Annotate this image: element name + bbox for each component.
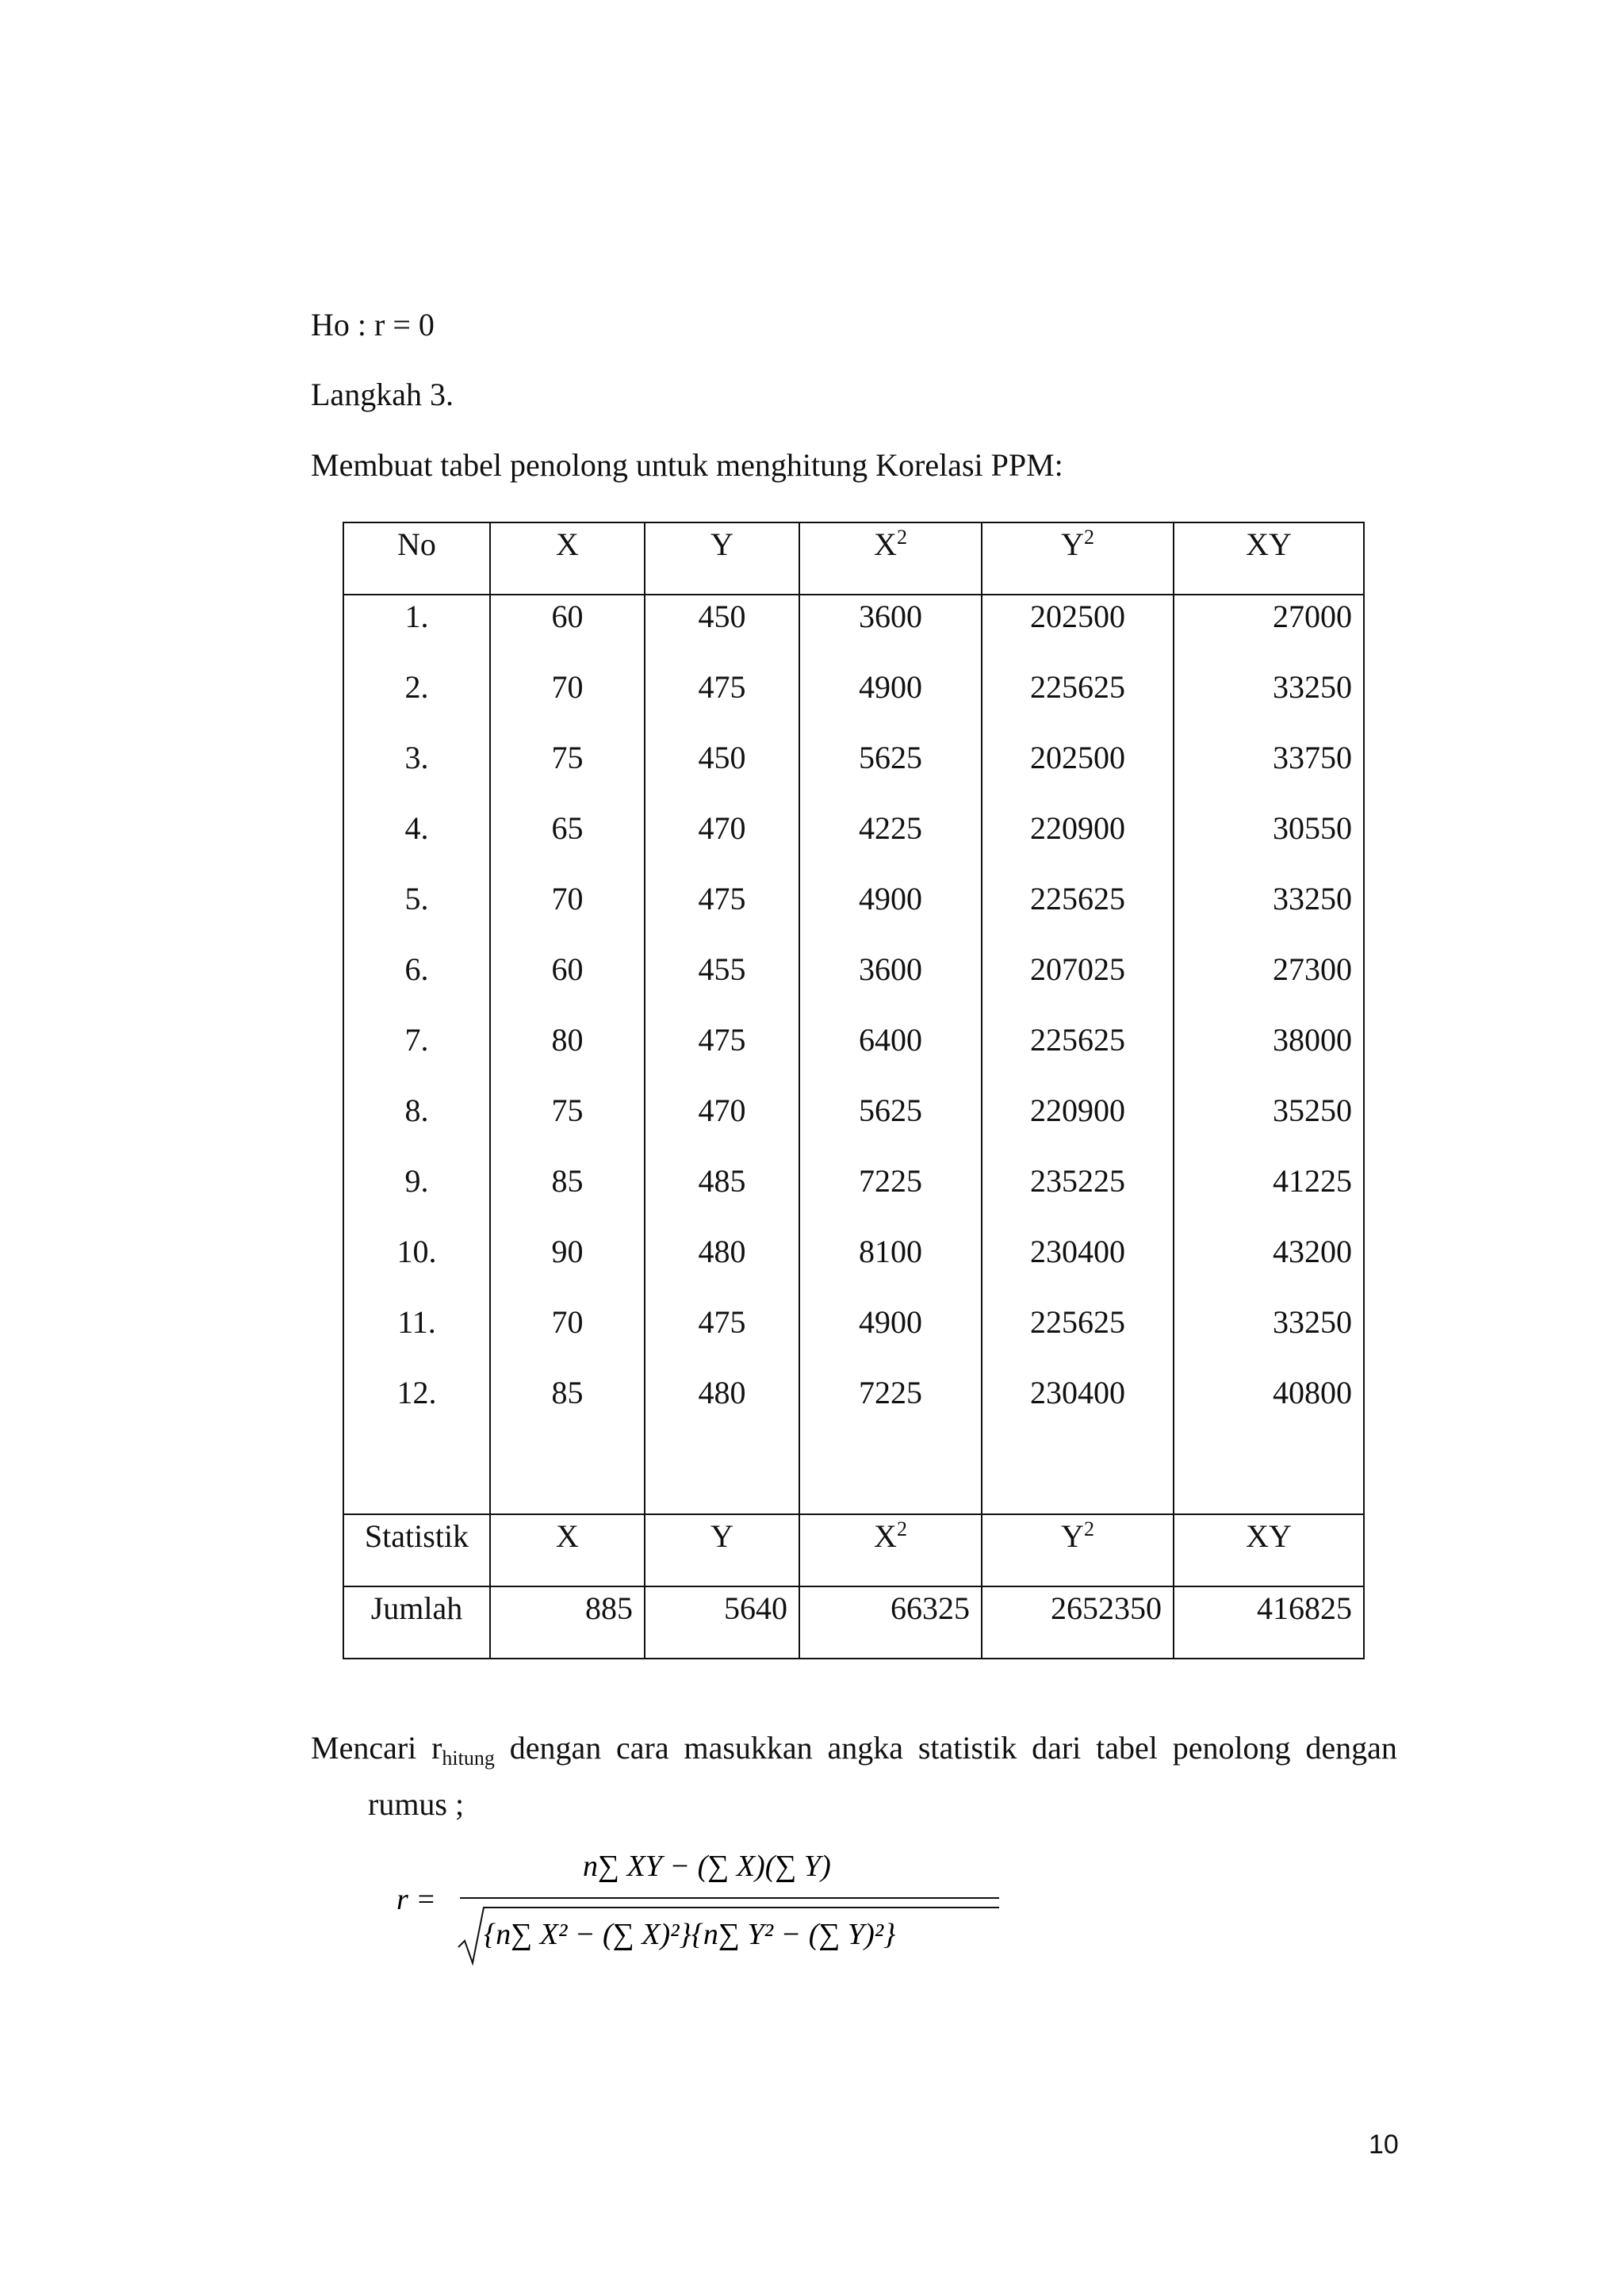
table-cell: 455 <box>645 948 799 1019</box>
stat-header-cell: $Y^2$ <box>982 1514 1174 1586</box>
paragraph-word: dari <box>1032 1730 1082 1766</box>
table-row <box>343 948 1364 1019</box>
header-cell: $Y^2$ <box>982 522 1174 595</box>
sum-cell: 885 <box>490 1586 645 1659</box>
paragraph-word: angka <box>827 1730 903 1766</box>
table-cell: 4225 <box>799 807 982 878</box>
table-cell: 485 <box>645 1160 799 1230</box>
table-cell: 475 <box>645 878 799 948</box>
table-cell: 7225 <box>799 1160 982 1230</box>
table-row <box>343 1160 1364 1230</box>
table-row <box>343 1089 1364 1160</box>
table-cell: 235225 <box>982 1160 1174 1230</box>
table-cell: 220900 <box>982 1089 1174 1160</box>
table-cell: 4900 <box>799 1301 982 1372</box>
statistic-header-row <box>343 1514 1364 1586</box>
paragraph-word: masukkan <box>684 1730 813 1766</box>
table-cell: 202500 <box>982 737 1174 807</box>
header-cell: XY <box>1174 522 1364 595</box>
stat-header-cell: X <box>490 1514 645 1586</box>
table-cell: 70 <box>490 1301 645 1372</box>
header-cell: No <box>343 522 490 595</box>
table-row <box>343 595 1364 666</box>
table-cell: 230400 <box>982 1230 1174 1301</box>
table-cell: 3600 <box>799 595 982 666</box>
table-cell: 450 <box>645 595 799 666</box>
table-cell: 4900 <box>799 666 982 737</box>
table-cell: 90 <box>490 1230 645 1301</box>
table-row <box>343 807 1364 878</box>
table-cell: 220900 <box>982 807 1174 878</box>
table-cell: 27300 <box>1174 948 1364 1019</box>
table-cell: 60 <box>490 595 645 666</box>
paragraph-word: cara <box>616 1730 669 1766</box>
stat-header-cell: XY <box>1174 1514 1364 1586</box>
table-row <box>343 1301 1364 1372</box>
table-cell: 3. <box>343 737 490 807</box>
paragraph-word: $r_{hitung}$ <box>431 1730 495 1770</box>
table-cell: 450 <box>645 737 799 807</box>
table-cell: 60 <box>490 948 645 1019</box>
table-cell: 1. <box>343 595 490 666</box>
table-cell: 38000 <box>1174 1019 1364 1089</box>
table-cell: 6. <box>343 948 490 1019</box>
table-row <box>343 878 1364 948</box>
stat-header-cell: Y <box>645 1514 799 1586</box>
paragraph-word: dengan <box>1305 1730 1397 1766</box>
table-cell: 475 <box>645 1019 799 1089</box>
table-cell: 75 <box>490 1089 645 1160</box>
formula-lhs: r = <box>396 1883 436 1916</box>
table-row <box>343 1019 1364 1089</box>
table-cell: 470 <box>645 1089 799 1160</box>
table-cell: 3600 <box>799 948 982 1019</box>
table-cell: 85 <box>490 1160 645 1230</box>
table-cell: 2. <box>343 666 490 737</box>
sum-cell: 2652350 <box>982 1586 1174 1659</box>
ppm-helper-table <box>343 522 1365 1659</box>
stat-header-cell: Statistik <box>343 1514 490 1586</box>
table-row <box>343 1230 1364 1301</box>
empty-cell <box>799 1442 982 1514</box>
empty-cell <box>1174 1442 1364 1514</box>
sum-cell: 66325 <box>799 1586 982 1659</box>
paragraph-word: tabel <box>1096 1730 1158 1766</box>
table-cell: 225625 <box>982 878 1174 948</box>
table-cell: 12. <box>343 1372 490 1442</box>
sum-cell: 5640 <box>645 1586 799 1659</box>
empty-cell <box>490 1442 645 1514</box>
sum-row <box>343 1586 1364 1659</box>
stat-header-cell: $X^2$ <box>799 1514 982 1586</box>
paragraph-line-2: rumus ; <box>368 1786 465 1822</box>
table-cell: 470 <box>645 807 799 878</box>
table-cell: 230400 <box>982 1372 1174 1442</box>
pearson-formula <box>396 1844 999 1971</box>
table-cell: 5. <box>343 878 490 948</box>
table-intro: Membuat tabel penolong untuk menghitung Korelasi PPM: <box>311 447 1063 483</box>
empty-cell <box>343 1442 490 1514</box>
table-cell: 27000 <box>1174 595 1364 666</box>
header-cell: $X^2$ <box>799 522 982 595</box>
table-cell: 202500 <box>982 595 1174 666</box>
table-cell: 225625 <box>982 1019 1174 1089</box>
table-cell: 11. <box>343 1301 490 1372</box>
table-cell: 7225 <box>799 1372 982 1442</box>
table-cell: 70 <box>490 666 645 737</box>
instruction-paragraph <box>311 1725 1397 1827</box>
table-cell: 41225 <box>1174 1160 1364 1230</box>
sum-cell: 416825 <box>1174 1586 1364 1659</box>
page-number: 10 <box>1369 2130 1399 2160</box>
table-cell: 6400 <box>799 1019 982 1089</box>
table-cell: 40800 <box>1174 1372 1364 1442</box>
formula-numerator: n∑ XY − (∑ X)(∑ Y) <box>583 1850 831 1883</box>
paragraph-word: statistik <box>917 1730 1017 1766</box>
table-cell: 33750 <box>1174 737 1364 807</box>
table-cell: 85 <box>490 1372 645 1442</box>
table-cell: 70 <box>490 878 645 948</box>
table-cell: 8100 <box>799 1230 982 1301</box>
table-cell: 75 <box>490 737 645 807</box>
table-cell: 35250 <box>1174 1089 1364 1160</box>
step-heading: Langkah 3. <box>311 377 454 412</box>
empty-cell <box>982 1442 1174 1514</box>
table-cell: 207025 <box>982 948 1174 1019</box>
table-cell: 30550 <box>1174 807 1364 878</box>
empty-cell <box>645 1442 799 1514</box>
table-cell: 4900 <box>799 878 982 948</box>
paragraph-word: dengan <box>509 1730 602 1766</box>
paragraph-line-1 <box>311 1725 1397 1781</box>
table-cell: 80 <box>490 1019 645 1089</box>
table-row <box>343 666 1364 737</box>
paragraph-word: penolong <box>1172 1730 1291 1766</box>
header-cell: Y <box>645 522 799 595</box>
table-cell: 9. <box>343 1160 490 1230</box>
sum-cell: Jumlah <box>343 1586 490 1659</box>
table-spacer-row <box>343 1442 1364 1514</box>
table-cell: 480 <box>645 1230 799 1301</box>
table-cell: 5625 <box>799 737 982 807</box>
table-cell: 475 <box>645 1301 799 1372</box>
table-cell: 225625 <box>982 1301 1174 1372</box>
table-cell: 10. <box>343 1230 490 1301</box>
table-cell: 8. <box>343 1089 490 1160</box>
table-row <box>343 737 1364 807</box>
table-cell: 5625 <box>799 1089 982 1160</box>
table-cell: 480 <box>645 1372 799 1442</box>
table-cell: 33250 <box>1174 666 1364 737</box>
table-cell: 4. <box>343 807 490 878</box>
table-cell: 43200 <box>1174 1230 1364 1301</box>
table-cell: 475 <box>645 666 799 737</box>
table-cell: 65 <box>490 807 645 878</box>
table-header-row <box>343 522 1364 595</box>
formula-denominator: {n∑ X² − (∑ X)²}{n∑ Y² − (∑ Y)²} <box>484 1918 896 1951</box>
table-cell: 225625 <box>982 666 1174 737</box>
table-cell: 7. <box>343 1019 490 1089</box>
header-cell: X <box>490 522 645 595</box>
table-cell: 33250 <box>1174 1301 1364 1372</box>
table-cell: 33250 <box>1174 878 1364 948</box>
hypothesis-line: Ho : r = 0 <box>311 307 435 342</box>
table-row <box>343 1372 1364 1442</box>
paragraph-word: Mencari <box>311 1730 417 1766</box>
